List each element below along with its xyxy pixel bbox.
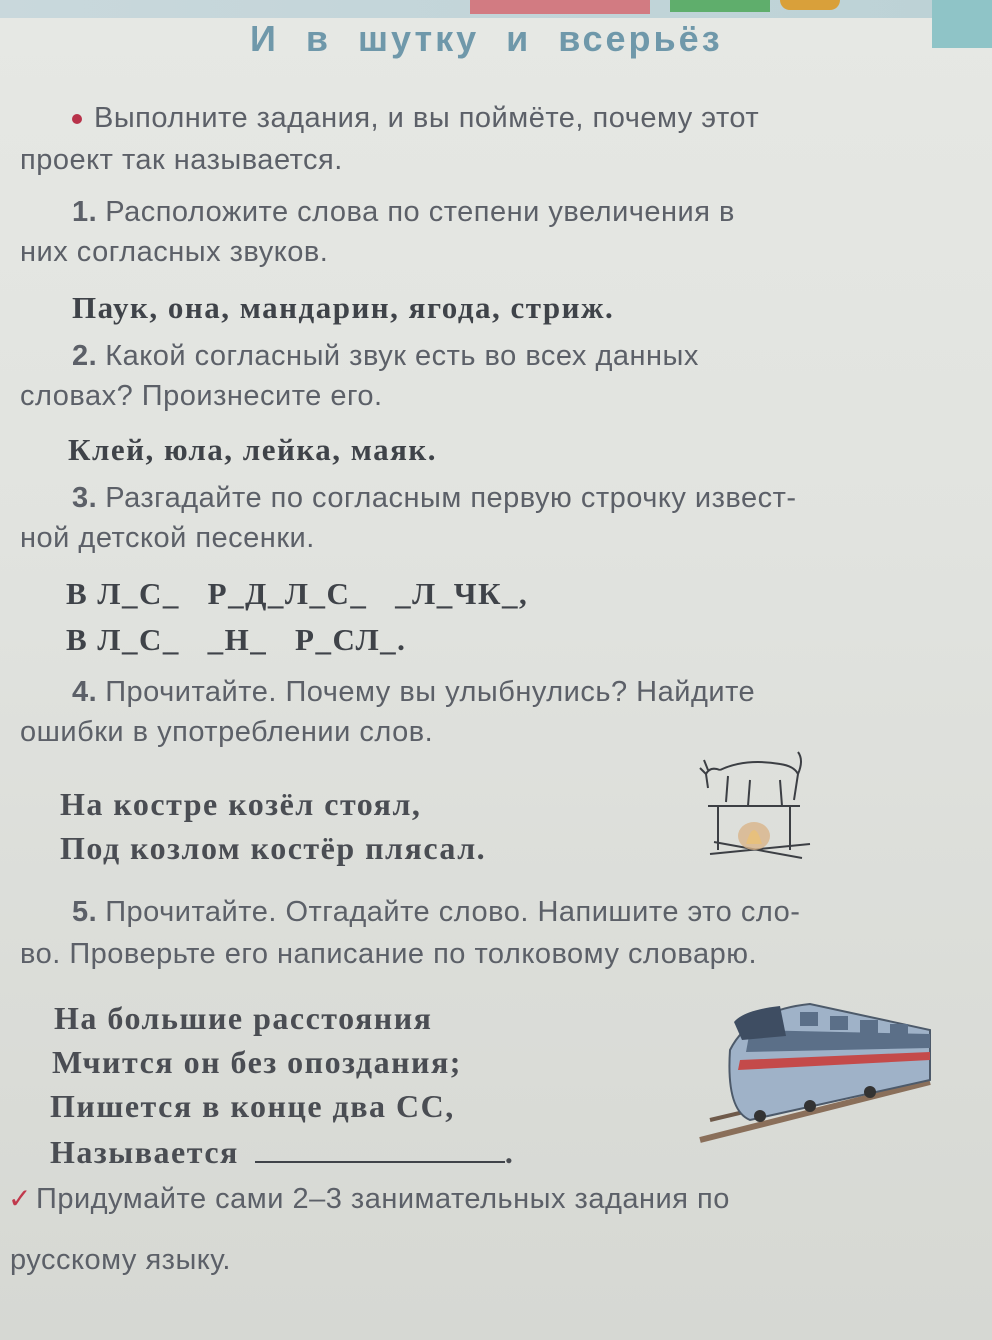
intro-line-2: проект так называется.	[20, 144, 343, 176]
task3-line-2: ной детской песенки.	[20, 522, 315, 554]
task1-line-1	[20, 196, 940, 229]
task3-line-1	[20, 482, 940, 515]
train-illustration-icon	[690, 990, 940, 1150]
task1-words: Паук, она, мандарин, ягода, стриж.	[72, 290, 615, 325]
final-line-2: русскому языку.	[10, 1244, 231, 1276]
bullet-icon	[72, 114, 82, 124]
top-decor-green	[670, 0, 770, 12]
task3-puzzle-2: В Л_С_ _Н_ Р_СЛ_.	[66, 622, 407, 657]
top-decor-red	[470, 0, 650, 14]
task2-line-1	[20, 340, 940, 373]
check-mark-icon: ✓	[8, 1183, 32, 1214]
task2-line-2: словах? Произнесите его.	[20, 380, 383, 412]
final-text-1: Придумайте сами 2–3 занимательных задания по	[35, 1183, 730, 1215]
page-title: И в шутку и всерьёз	[250, 18, 723, 59]
task5-poem-4-text: Называется	[50, 1134, 239, 1170]
answer-blank[interactable]	[255, 1143, 505, 1163]
task2-number: 2.	[72, 340, 98, 372]
task4-poem-2: Под козлом костёр плясал.	[60, 830, 487, 866]
task5-text-1: Прочитайте. Отгадайте слово. Напишите это сло-	[105, 896, 801, 928]
task2-words: Клей, юла, лейка, маяк.	[68, 432, 437, 467]
task4-text-1: Прочитайте. Почему вы улыбнулись? Найдите	[105, 676, 756, 708]
task5-line-2: во. Проверьте его написание по толковому словарю.	[20, 938, 758, 970]
goat-on-fire-illustration-icon	[690, 740, 820, 865]
task1-text-1: Расположите слова по степени увеличения в	[105, 196, 735, 228]
task3-puzzle-1: В Л_С_ Р_Д_Л_С_ _Л_ЧК_,	[66, 576, 529, 611]
task4-line-2: ошибки в употреблении слов.	[20, 716, 434, 748]
task5-line-1	[20, 896, 940, 929]
task1-line-2: них согласных звуков.	[20, 236, 329, 268]
corner-decor	[932, 0, 992, 48]
task5-poem-2: Мчится он без опоздания;	[52, 1044, 462, 1080]
final-line-1	[8, 1182, 928, 1216]
top-decor-orange	[780, 0, 840, 10]
task5-poem-3: Пишется в конце два СС,	[50, 1088, 455, 1124]
task1-number: 1.	[72, 196, 98, 228]
intro-line-1	[20, 102, 940, 135]
task5-poem-4-end: .	[504, 1134, 515, 1170]
task4-line-1	[20, 676, 940, 709]
task3-text-1: Разгадайте по согласным первую строчку извест-	[105, 482, 797, 514]
task4-number: 4.	[72, 676, 98, 708]
task3-number: 3.	[72, 482, 98, 514]
task2-text-1: Какой согласный звук есть во всех данных	[105, 340, 699, 372]
task5-number: 5.	[72, 896, 98, 928]
intro-text-1: Выполните задания, и вы поймёте, почему этот	[94, 102, 760, 134]
task4-poem-1: На костре козёл стоял,	[60, 786, 422, 822]
task5-poem-1: На большие расстояния	[54, 1000, 433, 1036]
